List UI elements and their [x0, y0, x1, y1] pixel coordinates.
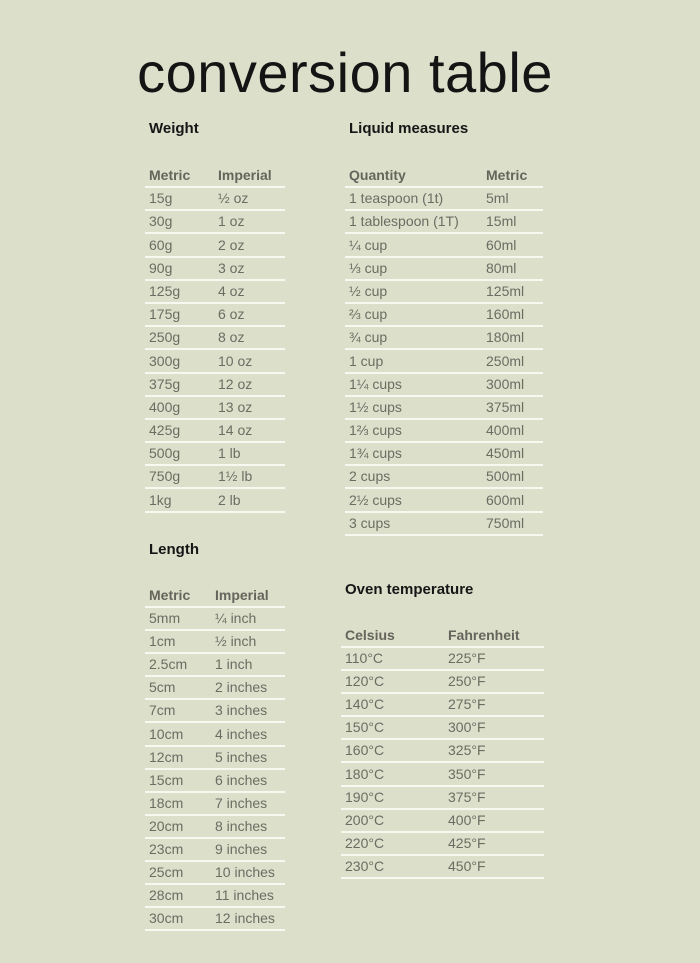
table-cell-to: 375ml	[486, 398, 525, 415]
table-cell-from: 200°C	[345, 811, 385, 828]
table-row	[145, 747, 285, 770]
table-cell-from: 28cm	[149, 887, 184, 904]
table-cell-to: ¼ inch	[215, 610, 257, 627]
table-cell-to: 9 inches	[215, 841, 268, 858]
table-cell-to: 8 oz	[218, 329, 245, 346]
table-row	[145, 631, 285, 654]
oven-title: Oven temperature	[345, 581, 474, 598]
table-row	[145, 862, 285, 885]
table-cell-from: 2 cups	[349, 468, 391, 485]
table-cell-to: 4 oz	[218, 282, 245, 299]
table-cell-to: 600ml	[486, 491, 525, 508]
table-row	[145, 839, 285, 862]
table-row	[345, 397, 543, 420]
column-header: Metric	[486, 167, 528, 183]
table-cell-from: ¾ cup	[349, 329, 388, 346]
length-header-row	[145, 582, 285, 608]
table-row	[345, 258, 543, 281]
table-row	[345, 466, 543, 489]
table-cell-to: 1½ lb	[218, 468, 253, 485]
table-cell-from: 12cm	[149, 748, 184, 765]
table-cell-to: ½ oz	[218, 190, 249, 207]
table-cell-from: 15g	[149, 190, 173, 207]
table-cell-from: 1 cup	[349, 352, 384, 369]
table-cell-to: 375°F	[448, 788, 486, 805]
table-cell-to: 225°F	[448, 650, 486, 667]
table-cell-from: 1kg	[149, 491, 172, 508]
table-row	[145, 723, 285, 746]
table-cell-to: 10 oz	[218, 352, 253, 369]
table-cell-to: 2 oz	[218, 236, 245, 253]
table-cell-to: 8 inches	[215, 817, 268, 834]
table-row	[145, 908, 285, 931]
table-cell-from: 90g	[149, 259, 173, 276]
table-cell-to: 12 inches	[215, 910, 275, 927]
table-row	[345, 374, 543, 397]
table-cell-to: 160ml	[486, 306, 525, 323]
table-cell-from: 125g	[149, 282, 181, 299]
length-title: Length	[149, 541, 199, 558]
table-cell-to: 400°F	[448, 811, 486, 828]
weight-title: Weight	[149, 120, 199, 137]
table-cell-to: ½ inch	[215, 633, 257, 650]
table-cell-to: 2 lb	[218, 491, 241, 508]
length-table	[145, 582, 285, 931]
table-cell-from: 1½ cups	[349, 398, 402, 415]
table-cell-to: 13 oz	[218, 398, 253, 415]
table-cell-from: 190°C	[345, 788, 385, 805]
table-cell-from: 400g	[149, 398, 181, 415]
table-cell-from: 1 teaspoon (1t)	[349, 190, 444, 207]
table-row	[145, 374, 285, 397]
table-cell-to: 425°F	[448, 834, 486, 851]
table-cell-from: 300g	[149, 352, 181, 369]
column-header: Fahrenheit	[448, 627, 520, 643]
table-cell-to: 250°F	[448, 673, 486, 690]
table-row	[345, 327, 543, 350]
table-row	[345, 281, 543, 304]
table-cell-from: ⅔ cup	[349, 306, 388, 323]
table-row	[341, 648, 544, 671]
table-cell-from: 180°C	[345, 765, 385, 782]
table-cell-from: ⅓ cup	[349, 259, 388, 276]
table-row	[345, 513, 543, 536]
table-row	[145, 211, 285, 234]
table-cell-from: 1¾ cups	[349, 445, 402, 462]
table-row	[145, 489, 285, 512]
table-row	[145, 188, 285, 211]
table-row	[145, 466, 285, 489]
table-row	[341, 717, 544, 740]
table-cell-from: 10cm	[149, 725, 184, 742]
table-cell-from: 15cm	[149, 771, 184, 788]
table-cell-from: 1cm	[149, 633, 176, 650]
table-cell-from: 7cm	[149, 702, 176, 719]
table-cell-to: 400ml	[486, 422, 525, 439]
table-cell-to: 350°F	[448, 765, 486, 782]
column-header: Imperial	[218, 167, 272, 183]
table-cell-to: 60ml	[486, 236, 517, 253]
table-cell-from: 25cm	[149, 864, 184, 881]
table-cell-to: 450ml	[486, 445, 525, 462]
table-row	[145, 327, 285, 350]
table-cell-to: 750ml	[486, 514, 525, 531]
table-cell-from: 23cm	[149, 841, 184, 858]
table-cell-from: 1¼ cups	[349, 375, 402, 392]
liquid-title: Liquid measures	[349, 120, 469, 137]
table-cell-from: 150°C	[345, 719, 385, 736]
table-row	[345, 443, 543, 466]
table-row	[145, 770, 285, 793]
table-cell-to: 275°F	[448, 696, 486, 713]
table-row	[341, 763, 544, 786]
table-cell-from: 425g	[149, 422, 181, 439]
table-cell-to: 1 lb	[218, 445, 241, 462]
table-cell-to: 300ml	[486, 375, 525, 392]
table-row	[145, 885, 285, 908]
table-cell-to: 125ml	[486, 282, 525, 299]
table-row	[345, 188, 543, 211]
table-cell-to: 1 oz	[218, 213, 245, 230]
table-cell-from: ¼ cup	[349, 236, 388, 253]
table-row	[341, 740, 544, 763]
table-row	[341, 810, 544, 833]
liquid-header-row	[345, 162, 543, 188]
column-header: Metric	[149, 587, 191, 603]
table-cell-to: 6 oz	[218, 306, 245, 323]
column-header: Quantity	[349, 167, 406, 183]
table-cell-to: 12 oz	[218, 375, 253, 392]
table-cell-from: 110°C	[345, 650, 384, 667]
table-cell-to: 80ml	[486, 259, 517, 276]
table-row	[145, 397, 285, 420]
table-row	[341, 856, 544, 879]
table-cell-to: 1 inch	[215, 656, 253, 673]
table-row	[145, 654, 285, 677]
oven-table	[341, 622, 544, 879]
table-cell-to: 7 inches	[215, 794, 268, 811]
table-cell-from: 250g	[149, 329, 181, 346]
table-row	[341, 694, 544, 717]
table-cell-to: 450°F	[448, 857, 486, 874]
table-row	[345, 304, 543, 327]
table-cell-from: 60g	[149, 236, 173, 253]
page-title: conversion table	[137, 41, 553, 104]
table-cell-from: 750g	[149, 468, 181, 485]
table-row	[145, 443, 285, 466]
table-cell-to: 15ml	[486, 213, 517, 230]
column-header: Celsius	[345, 627, 395, 643]
table-row	[341, 671, 544, 694]
table-row	[145, 281, 285, 304]
table-cell-to: 180ml	[486, 329, 525, 346]
table-cell-to: 10 inches	[215, 864, 275, 881]
column-header: Imperial	[215, 587, 269, 603]
table-row	[145, 234, 285, 257]
table-cell-from: 30g	[149, 213, 173, 230]
table-cell-from: 5mm	[149, 610, 181, 627]
oven-header-row	[341, 622, 544, 648]
table-cell-from: 375g	[149, 375, 181, 392]
liquid-table	[345, 162, 543, 536]
column-header: Metric	[149, 167, 191, 183]
table-cell-from: 3 cups	[349, 514, 391, 531]
table-cell-from: 160°C	[345, 742, 385, 759]
table-cell-from: 175g	[149, 306, 181, 323]
table-cell-from: ½ cup	[349, 282, 388, 299]
table-cell-to: 500ml	[486, 468, 525, 485]
table-cell-to: 14 oz	[218, 422, 253, 439]
weight-header-row	[145, 162, 285, 188]
table-cell-from: 2.5cm	[149, 656, 188, 673]
table-row	[145, 677, 285, 700]
table-row	[145, 700, 285, 723]
table-row	[345, 234, 543, 257]
table-cell-from: 1⅔ cups	[349, 422, 402, 439]
table-cell-to: 2 inches	[215, 679, 268, 696]
weight-table	[145, 162, 285, 513]
table-cell-to: 325°F	[448, 742, 486, 759]
table-cell-from: 5cm	[149, 679, 176, 696]
table-cell-to: 4 inches	[215, 725, 268, 742]
table-row	[145, 304, 285, 327]
table-cell-to: 3 inches	[215, 702, 268, 719]
table-cell-to: 11 inches	[215, 887, 274, 904]
table-cell-from: 30cm	[149, 910, 184, 927]
table-cell-to: 3 oz	[218, 259, 245, 276]
table-cell-from: 500g	[149, 445, 181, 462]
table-row	[145, 793, 285, 816]
table-cell-from: 220°C	[345, 834, 385, 851]
table-row	[345, 420, 543, 443]
table-row	[145, 816, 285, 839]
table-row	[145, 608, 285, 631]
table-row	[345, 489, 543, 512]
table-cell-from: 120°C	[345, 673, 385, 690]
table-row	[345, 211, 543, 234]
table-cell-from: 20cm	[149, 817, 184, 834]
table-row	[145, 258, 285, 281]
table-cell-from: 1 tablespoon (1T)	[349, 213, 459, 230]
table-cell-from: 18cm	[149, 794, 184, 811]
table-row	[145, 420, 285, 443]
table-row	[341, 787, 544, 810]
table-cell-to: 300°F	[448, 719, 486, 736]
table-row	[341, 833, 544, 856]
table-cell-from: 230°C	[345, 857, 385, 874]
table-cell-to: 250ml	[486, 352, 525, 369]
table-cell-from: 140°C	[345, 696, 385, 713]
table-cell-to: 5 inches	[215, 748, 268, 765]
table-row	[345, 350, 543, 373]
table-cell-from: 2½ cups	[349, 491, 402, 508]
table-cell-to: 5ml	[486, 190, 509, 207]
table-cell-to: 6 inches	[215, 771, 268, 788]
table-row	[145, 350, 285, 373]
